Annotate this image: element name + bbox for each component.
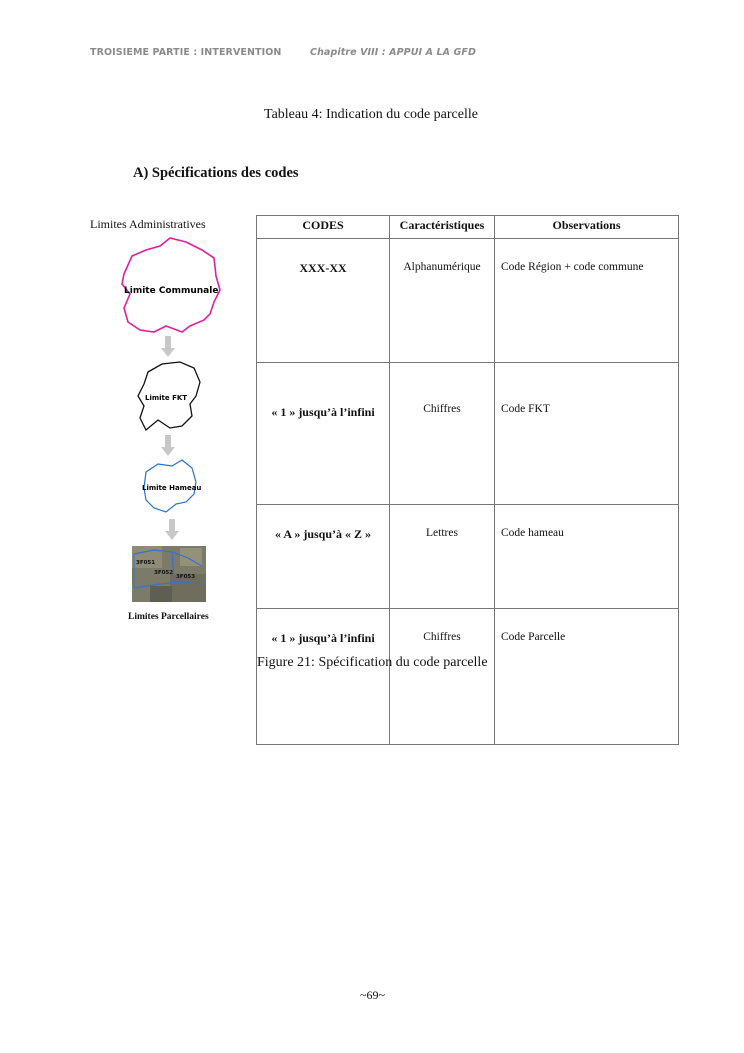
arrow-shaft-1 — [165, 336, 171, 348]
cell-observation: Code FKT — [495, 363, 679, 505]
cell-code: « A » jusqu’à « Z » — [257, 505, 390, 609]
cell-characteristic: Lettres — [390, 505, 495, 609]
parcel-label-3: 3F053 — [176, 574, 196, 580]
parcel-image — [132, 546, 206, 602]
arrow-head-1 — [161, 348, 175, 357]
cell-characteristic: Chiffres — [390, 363, 495, 505]
table-row — [257, 609, 679, 745]
parcel-limits-label: Limites Parcellaires — [128, 612, 209, 622]
header-observations: Observations — [495, 216, 679, 239]
side-title: Limites Administratives — [90, 217, 206, 231]
table-row — [257, 239, 679, 363]
table-header-row — [257, 216, 679, 239]
cell-code: XXX-XX — [257, 239, 390, 363]
table-row — [257, 363, 679, 505]
cell-characteristic: Chiffres — [390, 609, 495, 745]
header-codes: CODES — [257, 216, 390, 239]
parcel-label-2: 3F052 — [154, 570, 174, 576]
arrow-shaft-3 — [169, 519, 175, 531]
commune-label: Limite Communale — [124, 286, 219, 296]
cell-characteristic: Alphanumérique — [390, 239, 495, 363]
arrow-head-2 — [161, 447, 175, 456]
fkt-label: Limite FKT — [145, 394, 188, 402]
cell-observation: Code hameau — [495, 505, 679, 609]
cell-code: « 1 » jusqu’à l’infini — [257, 363, 390, 505]
arrow-head-3 — [165, 531, 179, 540]
parcel-label-1: 3F051 — [136, 560, 156, 566]
page-number: ~69~ — [360, 988, 385, 1002]
limits-diagram — [110, 236, 230, 616]
cell-observation: Code Région + code commune — [495, 239, 679, 363]
section-title: A) Spécifications des codes — [133, 165, 299, 181]
running-header-part: TROISIEME PARTIE : INTERVENTION — [90, 47, 282, 58]
figure-caption: Figure 21: Spécification du code parcelle — [257, 655, 488, 670]
header-caracteristiques: Caractéristiques — [390, 216, 495, 239]
table-caption: Tableau 4: Indication du code parcelle — [264, 107, 478, 122]
running-header-chapter: Chapitre VIII : APPUI A LA GFD — [310, 47, 476, 58]
hameau-label: Limite Hameau — [142, 484, 202, 492]
table-row — [257, 505, 679, 609]
commune-boundary — [122, 238, 220, 332]
arrow-shaft-2 — [165, 435, 171, 447]
cell-observation: Code Parcelle — [495, 609, 679, 745]
cell-code: « 1 » jusqu’à l’infini — [257, 609, 390, 745]
